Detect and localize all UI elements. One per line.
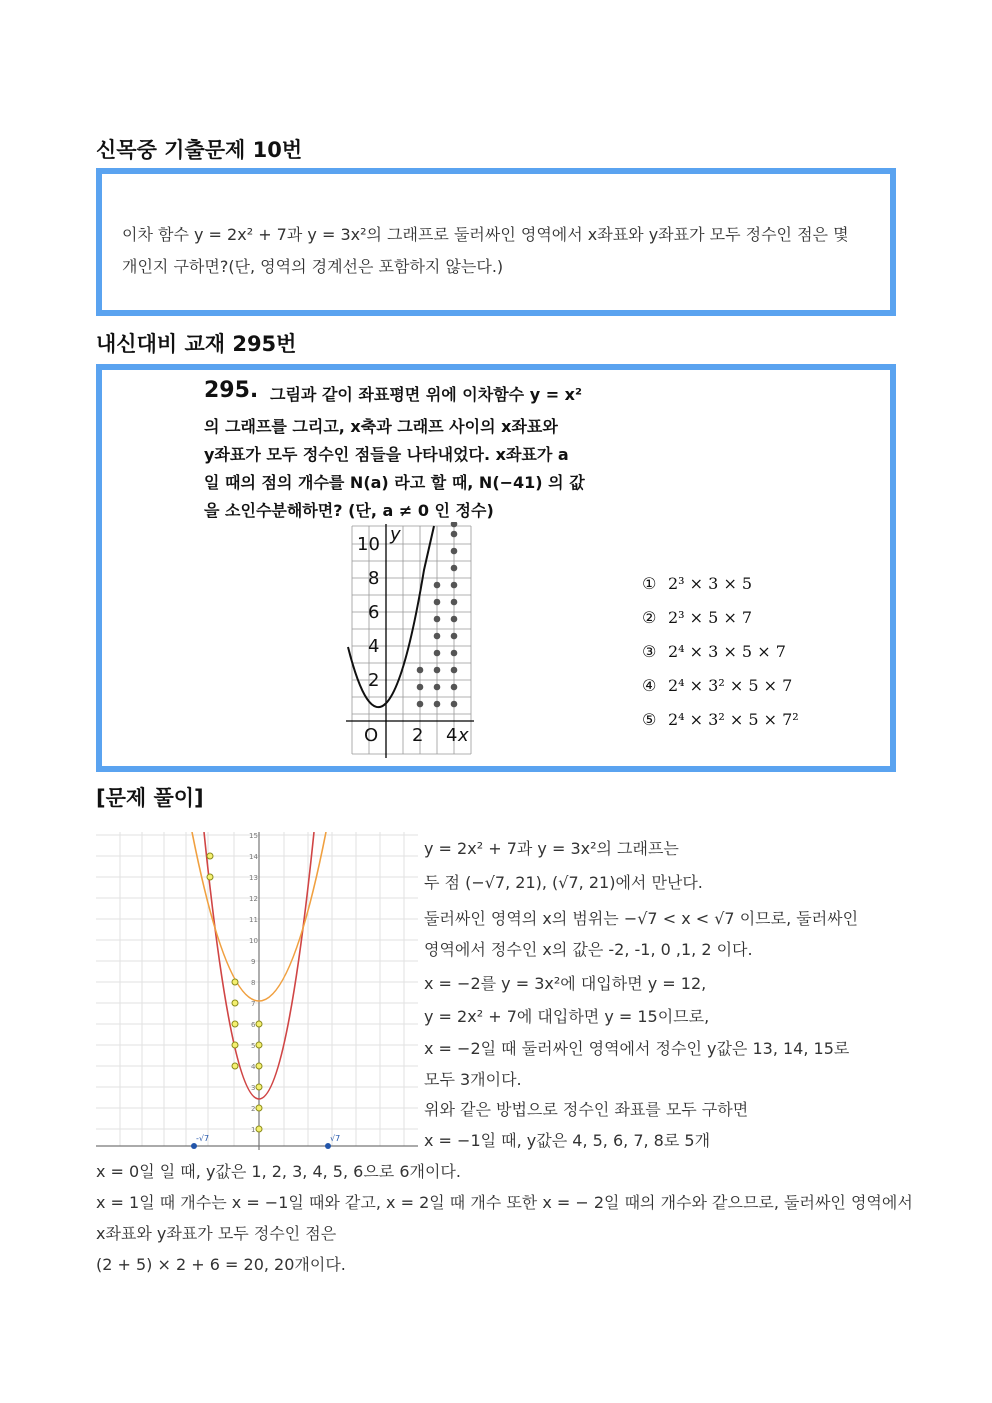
solution-line-9: 위와 같은 방법으로 정수인 좌표를 모두 구하면 — [424, 1100, 749, 1119]
svg-text:7: 7 — [251, 1000, 256, 1008]
svg-text:9: 9 — [251, 958, 256, 966]
problem-line-3: y좌표가 모두 정수인 점들을 나타내었다. x좌표가 a — [204, 445, 569, 464]
y-tick-label: 10 — [357, 534, 380, 555]
exam-heading: 신목중 기출문제 10번 — [96, 138, 303, 162]
solution-graph — [96, 832, 418, 1150]
problem-line-2: 의 그래프를 그리고, x축과 그래프 사이의 x좌표와 — [204, 417, 558, 436]
solution-full-line-3: x좌표와 y좌표가 모두 정수인 점은 — [96, 1224, 337, 1243]
textbook-heading: 내신대비 교재 295번 — [96, 332, 297, 356]
solution-line-6: y = 2x² + 7에 대입하면 y = 15이므로, — [424, 1007, 710, 1026]
neg-root7-point — [191, 1143, 197, 1149]
solution-line-4: 영역에서 정수인 x의 값은 -2, -1, 0 ,1, 2 이다. — [424, 940, 753, 959]
y-tick-label: 2 — [368, 670, 380, 691]
svg-text:14: 14 — [249, 853, 258, 861]
origin-label: O — [364, 725, 379, 746]
problem-line-5: 을 소인수분해하면? (단, a ≠ 0 인 정수) — [204, 501, 494, 520]
neg-root7-label: -√7 — [196, 1134, 210, 1143]
svg-text:8: 8 — [251, 979, 256, 987]
svg-text:12: 12 — [249, 895, 258, 903]
solution-line-3: 둘러싸인 영역의 x의 범위는 −√7 < x < √7 이므로, 둘러싸인 — [424, 909, 859, 928]
problem-line-1: 그림과 같이 좌표평면 위에 이차함수 y = x² — [270, 385, 582, 404]
solution-line-7: x = −2일 때 둘러싸인 영역에서 정수인 y값은 13, 14, 15로 — [424, 1039, 850, 1058]
svg-text:1: 1 — [251, 1126, 256, 1134]
problem-line-4: 일 때의 점의 개수를 N(a) 라고 할 때, N(−41) 의 값 — [204, 473, 585, 492]
solution-line-1: y = 2x² + 7과 y = 3x²의 그래프는 — [424, 839, 679, 858]
solution-full-line-1: x = 0일 일 때, y값은 1, 2, 3, 4, 5, 6으로 6개이다. — [96, 1162, 461, 1181]
svg-text:5: 5 — [251, 1042, 256, 1050]
y-tick-label: 6 — [368, 602, 380, 623]
parabola-graph — [346, 522, 478, 758]
choice-4[interactable]: ④ 2⁴ × 3² × 5 × 7 — [642, 676, 793, 695]
solution-full-line-2: x = 1일 때 개수는 x = −1일 때와 같고, x = 2일 때 개수 또한 x = − 2일 때의 개수와 같으므로, 둘러싸인 영역에서 — [96, 1193, 913, 1212]
solution-line-8: 모두 3개이다. — [424, 1070, 522, 1089]
y-tick-label: 4 — [368, 636, 380, 657]
exam-problem-line-2: 개인지 구하면?(단, 영역의 경계선은 포함하지 않는다.) — [122, 257, 504, 276]
exam-problem-line-1: 이차 함수 y = 2x² + 7과 y = 3x²의 그래프로 둘러싸인 영역에서 x좌표와 y좌표가 모두 정수인 점은 몇 — [122, 225, 849, 244]
choice-1[interactable]: ① 2³ × 3 × 5 — [642, 574, 753, 593]
x-tick-label: 2 — [412, 725, 424, 746]
svg-text:4: 4 — [251, 1063, 256, 1071]
choice-5[interactable]: ⑤ 2⁴ × 3² × 5 × 7² — [642, 710, 799, 729]
solution-full-line-4: (2 + 5) × 2 + 6 = 20, 20개이다. — [96, 1255, 346, 1274]
pos-root7-label: √7 — [330, 1134, 341, 1143]
choice-2[interactable]: ② 2³ × 5 × 7 — [642, 608, 753, 627]
y-tick-label: 8 — [368, 568, 380, 589]
textbook-problem-box — [96, 364, 896, 772]
solution-line-10: x = −1일 때, y값은 4, 5, 6, 7, 8로 5개 — [424, 1131, 711, 1150]
svg-text:2: 2 — [251, 1105, 256, 1113]
solution-line-2: 두 점 (−√7, 21), (√7, 21)에서 만난다. — [424, 873, 703, 892]
x-tick-label: 4 — [446, 725, 458, 746]
choice-3[interactable]: ③ 2⁴ × 3 × 5 × 7 — [642, 642, 786, 661]
solution-line-5: x = −2를 y = 3x²에 대입하면 y = 12, — [424, 974, 707, 993]
svg-text:10: 10 — [249, 937, 258, 945]
svg-text:6: 6 — [251, 1021, 256, 1029]
svg-text:13: 13 — [249, 874, 258, 882]
exam-problem-box — [96, 168, 896, 316]
solution-heading: [문제 풀이] — [96, 786, 204, 810]
svg-text:15: 15 — [249, 832, 258, 840]
problem-number: 295. — [204, 378, 259, 403]
svg-text:11: 11 — [249, 916, 258, 924]
pos-root7-point — [325, 1143, 331, 1149]
x-axis-label: x — [458, 725, 469, 746]
y-axis-label: y — [390, 524, 401, 545]
svg-text:3: 3 — [251, 1084, 256, 1092]
